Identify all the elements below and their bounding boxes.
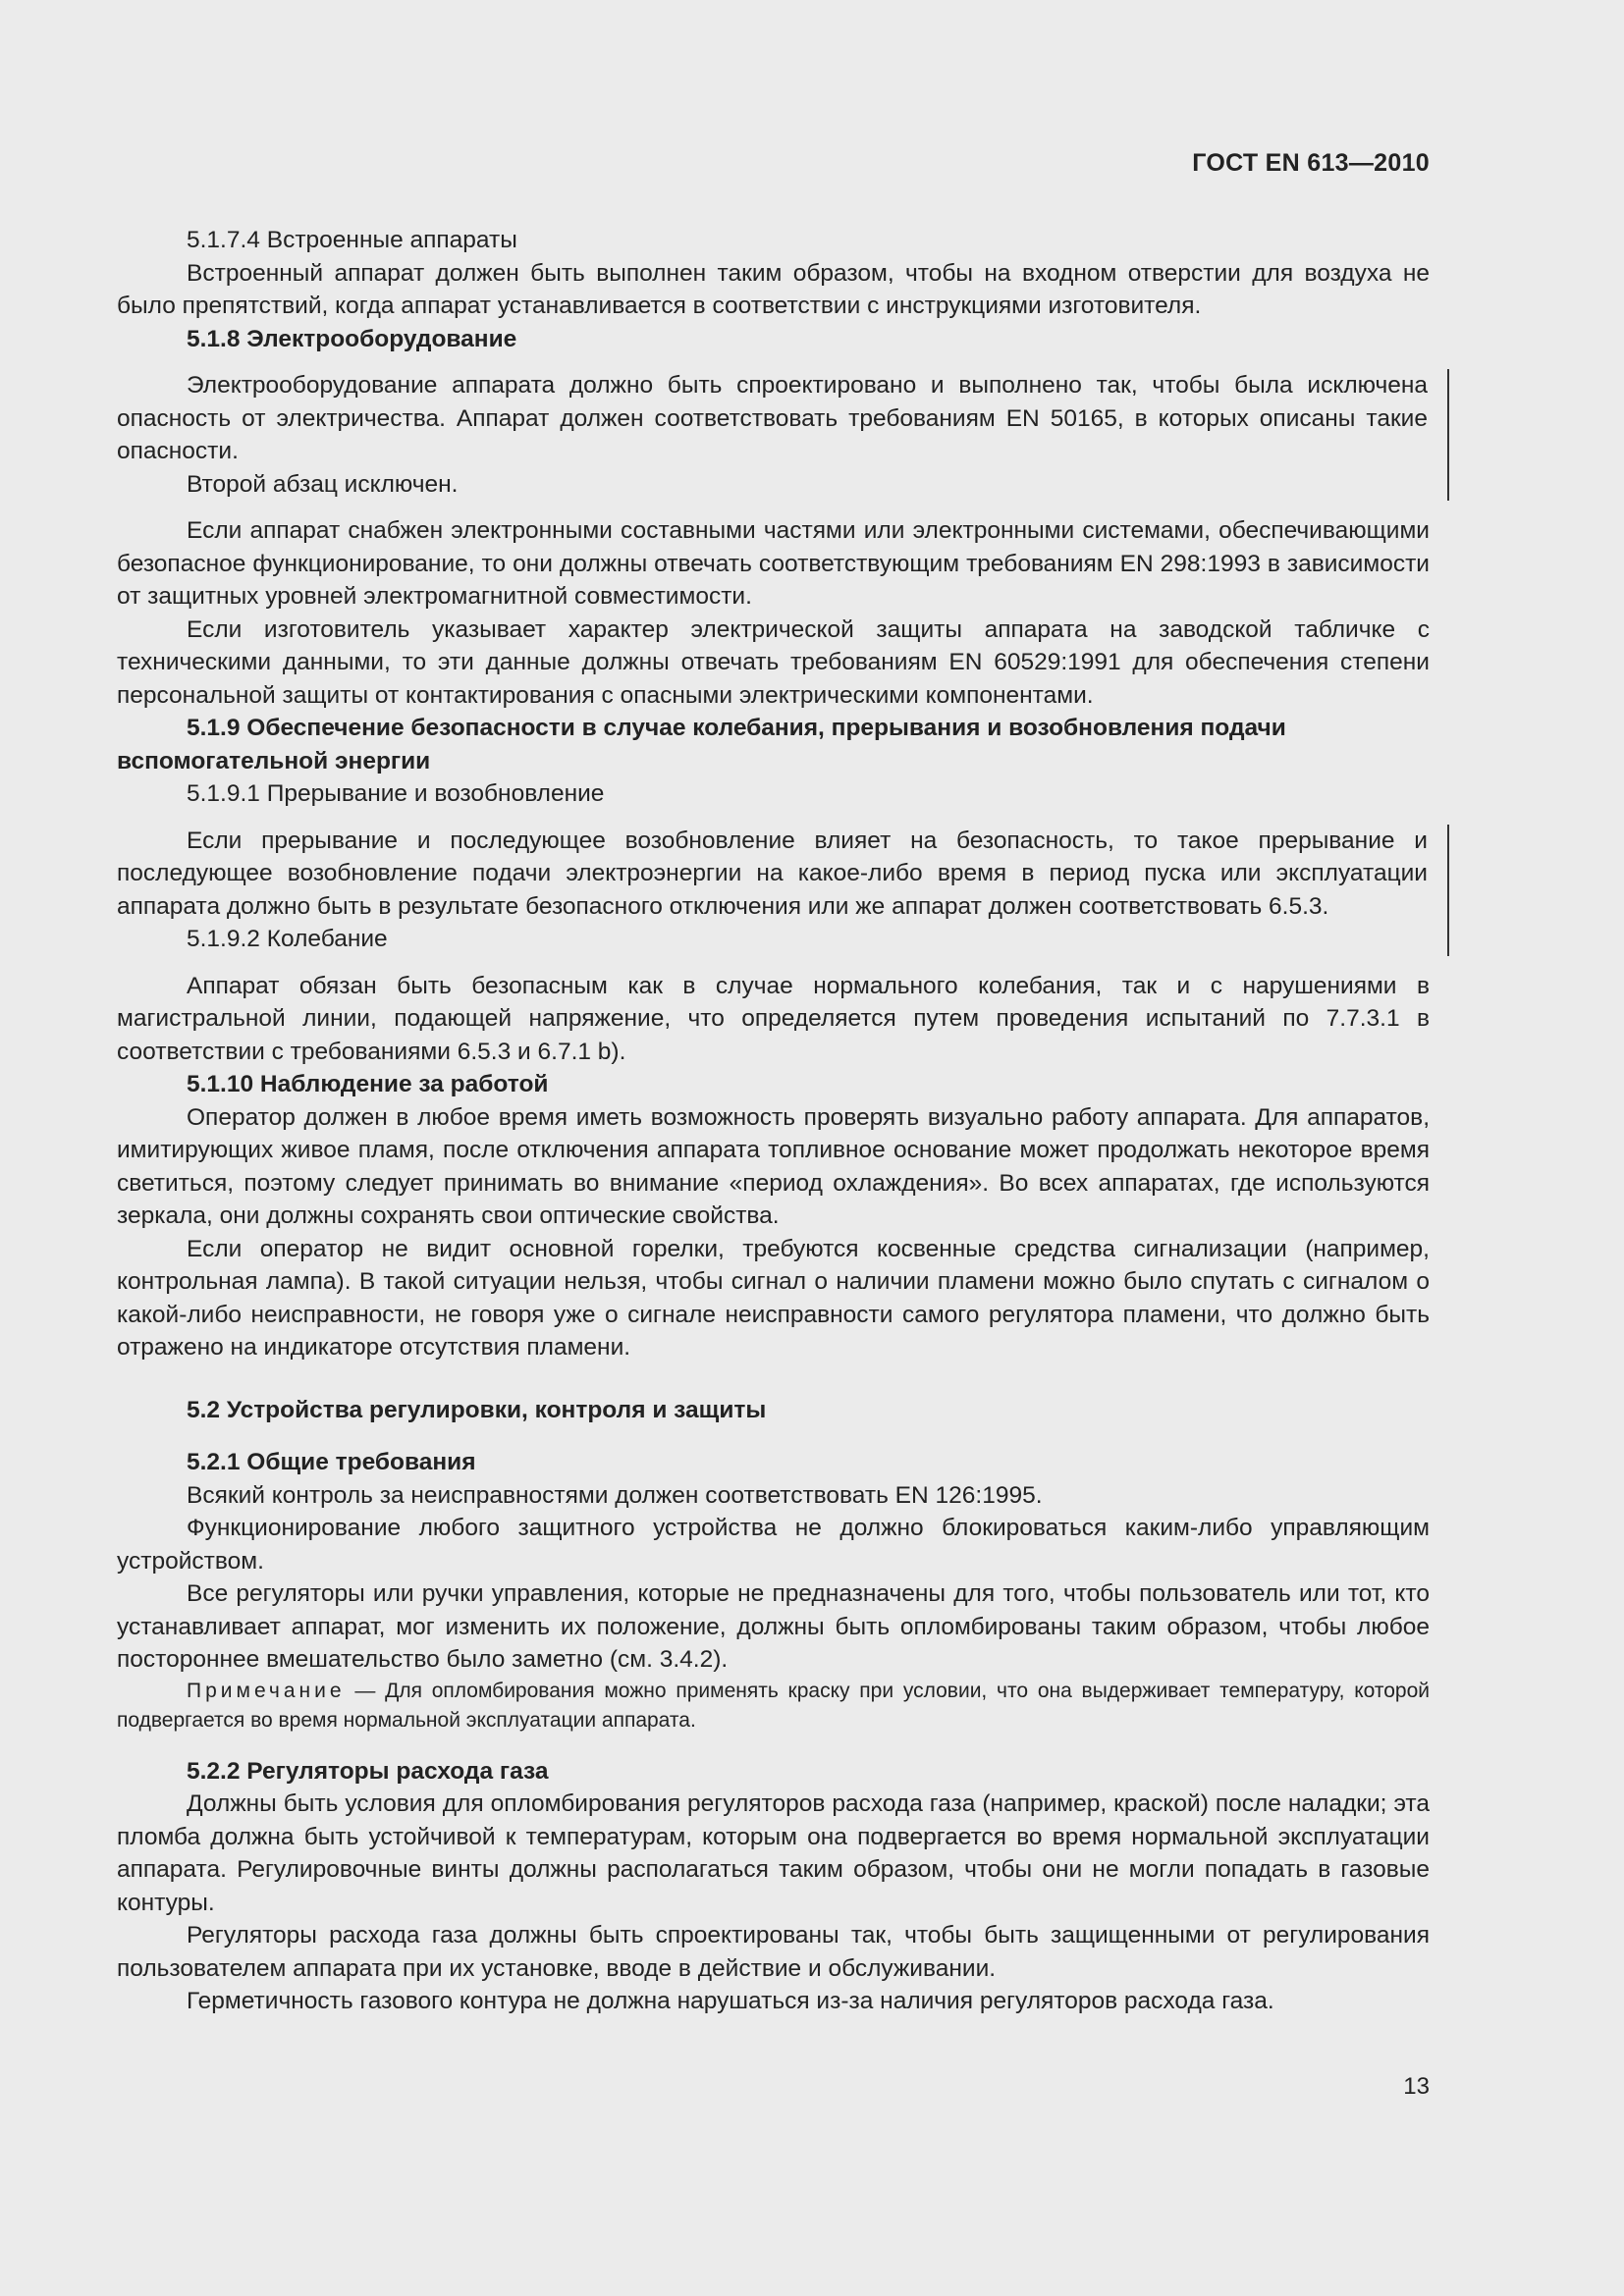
- heading-5-1-8: 5.1.8 Электрооборудование: [187, 325, 517, 352]
- paragraph: Всякий контроль за неисправностями должен соответствовать EN 126:1995.: [187, 1481, 1043, 1509]
- heading-5-2-1: 5.2.1 Общие требования: [187, 1449, 476, 1475]
- heading-5-2-2: 5.2.2 Регуляторы расхода газа: [187, 1757, 549, 1785]
- change-bar-block: [117, 369, 1449, 501]
- clause-5-1-9-1-title: 5.1.9.1 Прерывание и возобновление: [187, 780, 605, 807]
- heading-5-2: 5.2 Устройства регулировки, контроля и защиты: [187, 1396, 767, 1423]
- note: [117, 1677, 1430, 1735]
- document-code: ГОСТ EN 613—2010: [1192, 149, 1430, 177]
- paragraph: Если изготовитель указывает характер электрической защиты аппарата на заводской табличке с техническими данными, то эти данные должны отвечать требованиям EN 60529:1991 для обеспечения степени персональной защиты от контактирования с опасными электрическими компонентами.: [117, 615, 1430, 709]
- clause-5-1-7-4-title: 5.1.7.4 Встроенные аппараты: [187, 227, 517, 253]
- paragraph: Все регуляторы или ручки управления, которые не предназначены для того, чтобы пользователь или тот, кто устанавливает аппарат, мог изменить их положение, должны быть опломбированы таким образом, чтобы любое постороннее вмешательство было заметно (см. 3.4.2).: [117, 1580, 1430, 1673]
- heading-5-1-10: 5.1.10 Наблюдение за работой: [187, 1071, 549, 1097]
- clause-5-1-9-2-title: 5.1.9.2 Колебание: [187, 926, 388, 952]
- paragraph: Аппарат обязан быть безопасным как в случае нормального колебания, так и с нарушениями в магистральной линии, подающей напряжение, что определяется путем проведения испытаний по 7.7.3.1 в соответствии с требованиями 6.5.3 и 6.7.1 b).: [117, 972, 1430, 1065]
- note-text: — Для опломбирования можно применять краску при условии, что она выдерживает температуру, которой подвергается во время нормальной эксплуатации аппарата.: [117, 1679, 1430, 1732]
- paragraph: Функционирование любого защитного устройства не должно блокироваться каким-либо управляющим устройством.: [117, 1515, 1430, 1575]
- document-body: [117, 224, 1430, 2018]
- paragraph: Оператор должен в любое время иметь возможность проверять визуально работу аппарата. Для аппаратов, имитирующих живое пламя, после отключения аппарата топливное основание может продолжать некоторое время светиться, поэтому следует принимать во внимание «период охлаждения». Во всех аппаратах, где используются зеркала, они должны сохранять свои оптические свойства.: [117, 1103, 1430, 1229]
- paragraph: Если аппарат снабжен электронными составными частями или электронными системами, обеспечивающими безопасное функционирование, то они должны отвечать соответствующим требованиям EN 298:1993 в зависимости от защитных уровней электромагнитной совместимости.: [117, 517, 1430, 610]
- heading-5-1-9: 5.1.9 Обеспечение безопасности в случае колебания, прерывания и возобновления подачи вспомогательной энергии: [117, 715, 1286, 774]
- paragraph: Регуляторы расхода газа должны быть спроектированы так, чтобы быть защищенными от регулирования пользователем аппарата при их установке, вводе в действие и обслуживании.: [117, 1922, 1430, 1982]
- paragraph: Электрооборудование аппарата должно быть спроектировано и выполнено так, чтобы была исключена опасность от электричества. Аппарат должен соответствовать требованиям EN 50165, в которых описаны такие опасности.: [117, 372, 1428, 464]
- paragraph: Если оператор не видит основной горелки, требуются косвенные средства сигнализации (например, контрольная лампа). В такой ситуации нельзя, чтобы сигнал о наличии пламени можно было спутать с сигналом о какой-либо неисправности, не говоря уже о сигнале неисправности самого регулятора пламени, что должно быть отражено на индикаторе отсутствия пламени.: [117, 1235, 1430, 1361]
- paragraph: Должны быть условия для опломбирования регуляторов расхода газа (например, краской) после наладки; эта пломба должна быть устойчивой к температурам, которым она подвергается во время нормальной эксплуатации аппарата. Регулировочные винты должны располагаться таким образом, чтобы они не могли попадать в газовые контуры.: [117, 1790, 1430, 1916]
- paragraph: Герметичность газового контура не должна нарушаться из-за наличия регуляторов расхода газа.: [187, 1988, 1274, 2014]
- note-label: Примечание: [187, 1679, 346, 1702]
- paragraph: Если прерывание и последующее возобновление влияет на безопасность, то такое прерывание и последующее возобновление подачи электроэнергии на какое-либо время в период пуска или эксплуатации аппарата должно быть в результате безопасного отключения или же аппарат должен соответствовать 6.5.3.: [117, 827, 1428, 920]
- paragraph: Встроенный аппарат должен быть выполнен таким образом, чтобы на входном отверстии для воздуха не было препятствий, когда аппарат устанавливается в соответствии с инструкциями изготовителя.: [117, 259, 1430, 319]
- paragraph: Второй абзац исключен.: [187, 470, 459, 498]
- page-number: 13: [1403, 2073, 1430, 2100]
- change-bar-block: [117, 825, 1449, 956]
